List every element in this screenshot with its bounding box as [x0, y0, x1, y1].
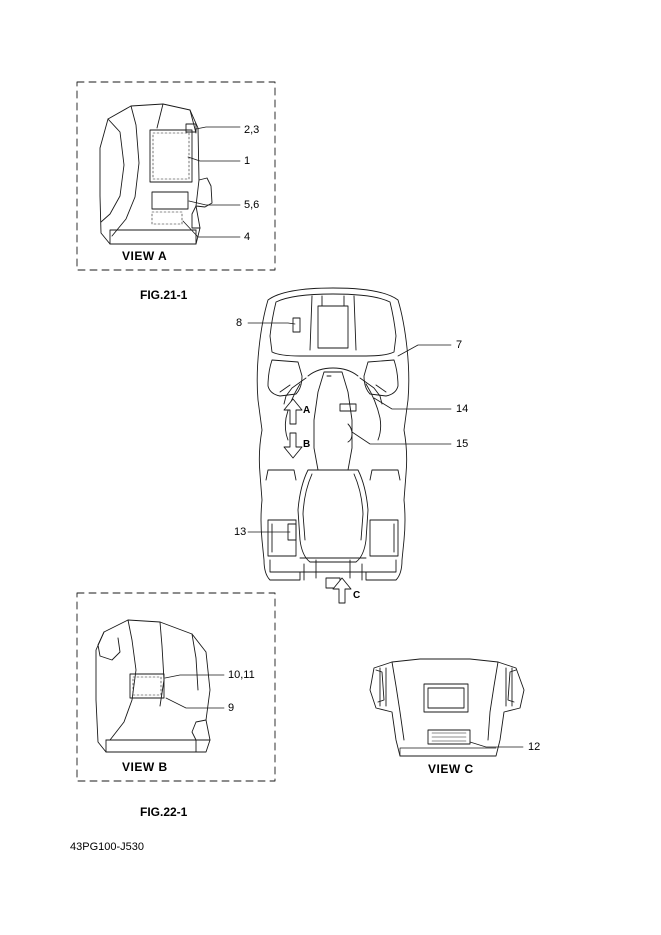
view-c-leaders: [470, 742, 523, 747]
view-a-figure: FIG.21-1: [140, 288, 188, 302]
callout-8: 8: [236, 317, 243, 329]
callout-2-3: 2,3: [244, 124, 260, 136]
callout-14: 14: [456, 403, 469, 415]
callout-1: 1: [244, 155, 251, 167]
view-b-frame: [77, 593, 275, 781]
section-arrow-a-glyph: [284, 399, 302, 424]
callout-13: 13: [234, 526, 247, 538]
callout-7: 7: [456, 339, 463, 351]
section-arrow-c-label: C: [353, 590, 361, 601]
section-arrow-a-label: A: [303, 405, 311, 416]
view-c-artwork: [370, 659, 524, 756]
main-body-artwork: [257, 288, 409, 588]
section-arrow-b-label: B: [303, 439, 311, 450]
callout-15: 15: [456, 438, 469, 450]
callout-12: 12: [528, 741, 541, 753]
drawing-code: 43PG100-J530: [70, 841, 144, 853]
callout-5-6: 5,6: [244, 199, 260, 211]
view-c-title: VIEW C: [428, 762, 474, 776]
callout-4: 4: [244, 231, 251, 243]
view-a-title: VIEW A: [122, 249, 168, 263]
callout-10-11: 10,11: [228, 669, 255, 681]
view-b-figure: FIG.22-1: [140, 805, 188, 819]
view-b-leaders: [165, 675, 224, 708]
view-a-artwork: [100, 104, 212, 244]
view-b-artwork: [96, 620, 210, 752]
callout-9: 9: [228, 702, 235, 714]
view-b-title: VIEW B: [122, 760, 168, 774]
section-arrow-c-glyph: [333, 578, 351, 603]
